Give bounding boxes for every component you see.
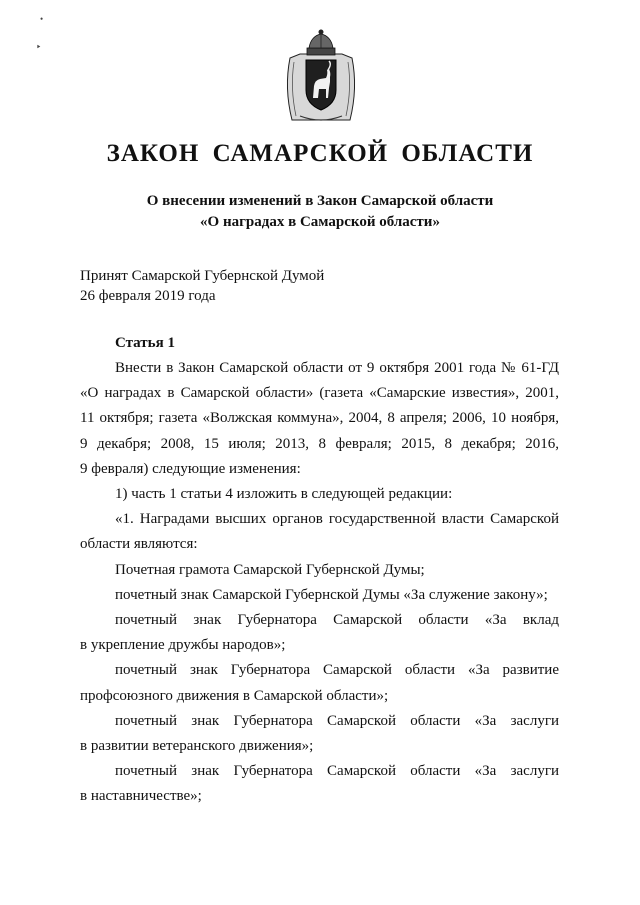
scan-mark-top: • xyxy=(40,14,44,24)
paragraph-line: 11 октября; газета «Волжская коммуна», 2004, 8 апреля; 2006, 10 ноября, xyxy=(80,410,559,427)
paragraph-line: почетный знак Губернатора Самарской области «За вклад xyxy=(115,612,559,629)
paragraph-line: Внести в Закон Самарской области от 9 октября 2001 года № 61-ГД xyxy=(115,360,559,376)
law-subtitle-line-2: «О наградах в Самарской области» xyxy=(200,214,440,230)
paragraph-line: «О наградах в Самарской области» (газета «Самарские известия», 2001, xyxy=(80,385,559,402)
paragraph-line: почетный знак Губернатора Самарской области «За заслуги xyxy=(115,763,559,780)
crown-base xyxy=(307,48,335,55)
paragraph-line: 9 февраля) следующие изменения: xyxy=(80,460,301,477)
paragraph-line: Почетная грамота Самарской Губернской Думы; xyxy=(115,561,425,578)
paragraph-line: в укрепление дружбы народов»; xyxy=(80,637,286,654)
paragraph-line: области являются: xyxy=(80,536,198,553)
paragraph-line: профсоюзного движения в Самарской области»; xyxy=(80,687,389,704)
paragraph-line: в развитии ветеранского движения»; xyxy=(80,738,314,755)
paragraph-line: почетный знак Губернатора Самарской области «За заслуги xyxy=(115,712,559,729)
adopted-date-line: 26 февраля 2019 года xyxy=(80,288,216,304)
paragraph-line: 1) часть 1 статьи 4 изложить в следующей редакции: xyxy=(115,486,453,503)
adopted-by-line: Принят Самарской Губернской Думой xyxy=(80,268,325,284)
article-body xyxy=(80,356,559,810)
law-title: ЗАКОН САМАРСКОЙ ОБЛАСТИ xyxy=(106,140,534,167)
crown-orb xyxy=(319,30,324,35)
paragraph-line: «1. Наградами высших органов государственной власти Самарской xyxy=(115,511,559,528)
article-heading: Статья 1 xyxy=(115,335,175,351)
paragraph-line: 9 декабря; 2008, 15 июля; 2013, 8 февраля; 2015, 8 декабря; 2016, xyxy=(80,435,559,452)
paragraph-line: почетный знак Губернатора Самарской области «За развитие xyxy=(115,662,559,679)
law-subtitle-line-1: О внесении изменений в Закон Самарской области xyxy=(146,193,494,209)
coat-of-arms-emblem xyxy=(282,28,360,128)
paragraph-line: в наставничестве»; xyxy=(80,788,202,805)
paragraph-line: почетный знак Самарской Губернской Думы «За служение закону»; xyxy=(115,586,548,603)
scan-mark-side: ‣ xyxy=(36,42,42,52)
